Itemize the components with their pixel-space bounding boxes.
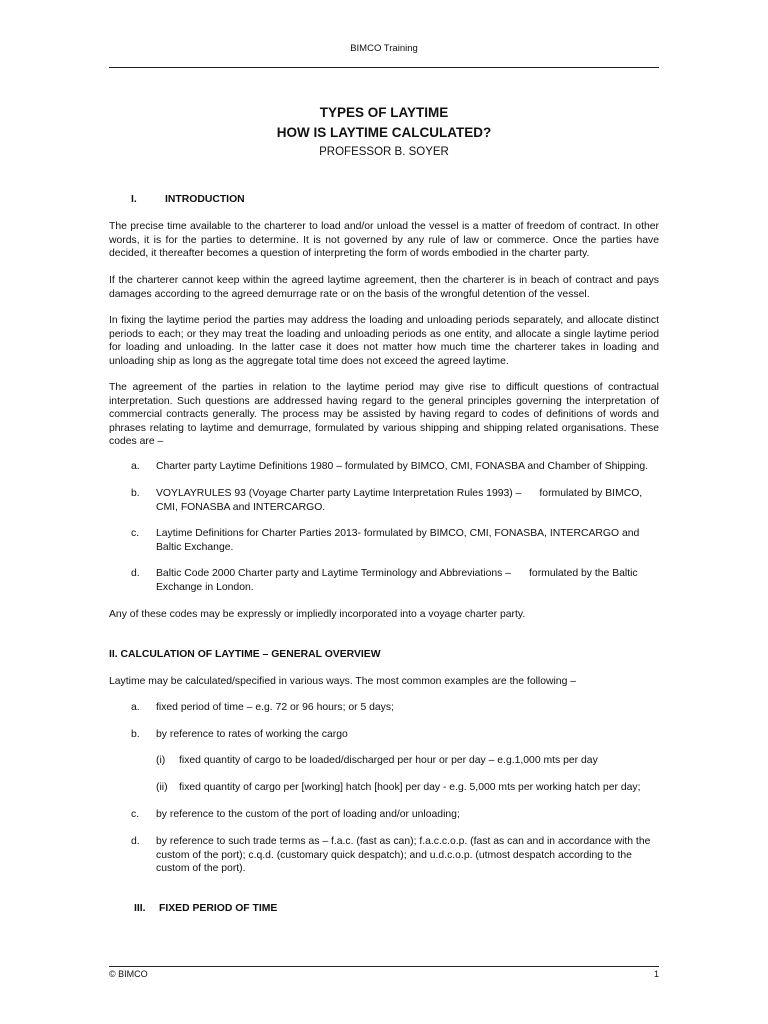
list-item-b <box>131 728 659 742</box>
section-2-intro: Laytime may be calculated/specified in various ways. The most common examples are the following – <box>109 676 577 687</box>
list-marker: d. <box>131 568 140 579</box>
section-3-number: III. <box>134 903 146 914</box>
list-item-a <box>131 701 659 715</box>
page-number: 1 <box>653 969 659 979</box>
sub-marker: (ii) <box>156 782 168 793</box>
list-item-d <box>131 835 659 876</box>
list-item-text: fixed period of time – e.g. 72 or 96 hours; or 5 days; <box>156 702 394 713</box>
paragraph-1: The precise time available to the charterer to load and/or unload the vessel is a matter of freedom of contract. In other words, it is for the parties to determine. It is not governed by any rule of law or commerce. Once the parties have decided, it thereafter becomes a question of interpreting the form of words embodied in the charter party. <box>109 221 659 259</box>
list-item-text: VOYLAYRULES 93 (Voyage Charter party Laytime Interpretation Rules 1993) – <box>156 488 522 499</box>
list-marker: c. <box>131 809 140 820</box>
document-subtitle: HOW IS LAYTIME CALCULATED? <box>276 125 492 140</box>
sub-item-ii <box>156 781 659 795</box>
list-marker: d. <box>131 836 140 847</box>
section-3-title: FIXED PERIOD OF TIME <box>159 903 278 914</box>
list-marker: b. <box>131 729 140 740</box>
document-title: TYPES OF LAYTIME <box>319 105 449 120</box>
list-item-text-cont: formulated by the Baltic Exchange in London. <box>156 568 638 593</box>
list-item-text: Charter party Laytime Definitions 1980 – formulated by BIMCO, CMI, FONASBA and Chamber of Shipping. <box>156 461 649 472</box>
paragraph-3: In fixing the laytime period the parties may address the loading and unloading periods separately, and allocate distinct periods to each; or they may treat the loading and unloading periods as one entity, and allocate a single laytime period for loading and unloading. In the latter case it does not matter how much time the charterer takes in loading and unloading ship as long as the aggregate total time does not exceed the agreed laytime. <box>109 315 659 367</box>
list-item-text: Baltic Code 2000 Charter party and Laytime Terminology and Abbreviations – <box>156 568 512 579</box>
list-marker: a. <box>131 702 140 713</box>
sub-item-text: fixed quantity of cargo to be loaded/discharged per hour or per day – e.g.1,000 mts per day <box>179 755 598 766</box>
document-author: PROFESSOR B. SOYER <box>319 146 449 158</box>
list-item-text: by reference to rates of working the cargo <box>156 729 348 740</box>
sub-marker: (i) <box>156 755 166 766</box>
section-1-title: INTRODUCTION <box>165 194 245 205</box>
list-item-c <box>131 527 659 554</box>
paragraph-2: If the charterer cannot keep within the agreed laytime agreement, then the charterer is in beach of contract and pays damages according to the agreed demurrage rate or on the basis of the wrongful detention of the vessel. <box>109 275 659 300</box>
list-item-c <box>131 808 659 822</box>
section-1-heading <box>131 193 245 207</box>
list-item-b <box>131 487 659 514</box>
footer-copyright: © BIMCO <box>109 969 148 979</box>
list-marker: c. <box>131 528 140 539</box>
section-1-number: I. <box>131 194 137 205</box>
list-item-text: by reference to the custom of the port of loading and/or unloading; <box>156 809 460 820</box>
sub-item-i <box>156 754 659 768</box>
paragraph-4: The agreement of the parties in relation to the laytime period may give rise to difficult questions of contractual interpretation. Such questions are addressed having regard to the general principles governing the interpretation of commercial contracts generally. The process may be assisted by having regard to codes of definitions of words and phrases relating to laytime and demurrage, formulated by various shipping and shipping related organisations. These codes are – <box>109 382 659 447</box>
list-item-a <box>131 460 659 474</box>
list-marker: a. <box>131 461 140 472</box>
list-item-d <box>131 567 659 594</box>
paragraph-closing: Any of these codes may be expressly or impliedly incorporated into a voyage charter party. <box>109 609 526 620</box>
list-item-text: Laytime Definitions for Charter Parties 2013- formulated by BIMCO, CMI, FONASBA, INTERCARGO and Baltic Exchange. <box>156 528 640 553</box>
header-rule <box>109 67 659 68</box>
section-2-heading: II. CALCULATION OF LAYTIME – GENERAL OVERVIEW <box>109 649 381 660</box>
page-header: BIMCO Training <box>350 43 418 54</box>
footer-rule <box>109 966 659 967</box>
section-3-heading <box>134 902 277 916</box>
list-item-text: by reference to such trade terms as – f.a.c. (fast as can); f.a.c.c.o.p. (fast as can and in accordance with the custom of the port); c.q.d. (customary quick despatch); and u.d.c.o.p. (utmost despatch according to the custom of the port). <box>156 836 651 874</box>
list-item-text-cont: formulated by BIMCO, CMI, FONASBA and INTERCARGO. <box>156 488 643 513</box>
list-marker: b. <box>131 488 140 499</box>
sub-item-text: fixed quantity of cargo per [working] hatch [hook] per day - e.g. 5,000 mts per working hatch per day; <box>179 782 641 793</box>
